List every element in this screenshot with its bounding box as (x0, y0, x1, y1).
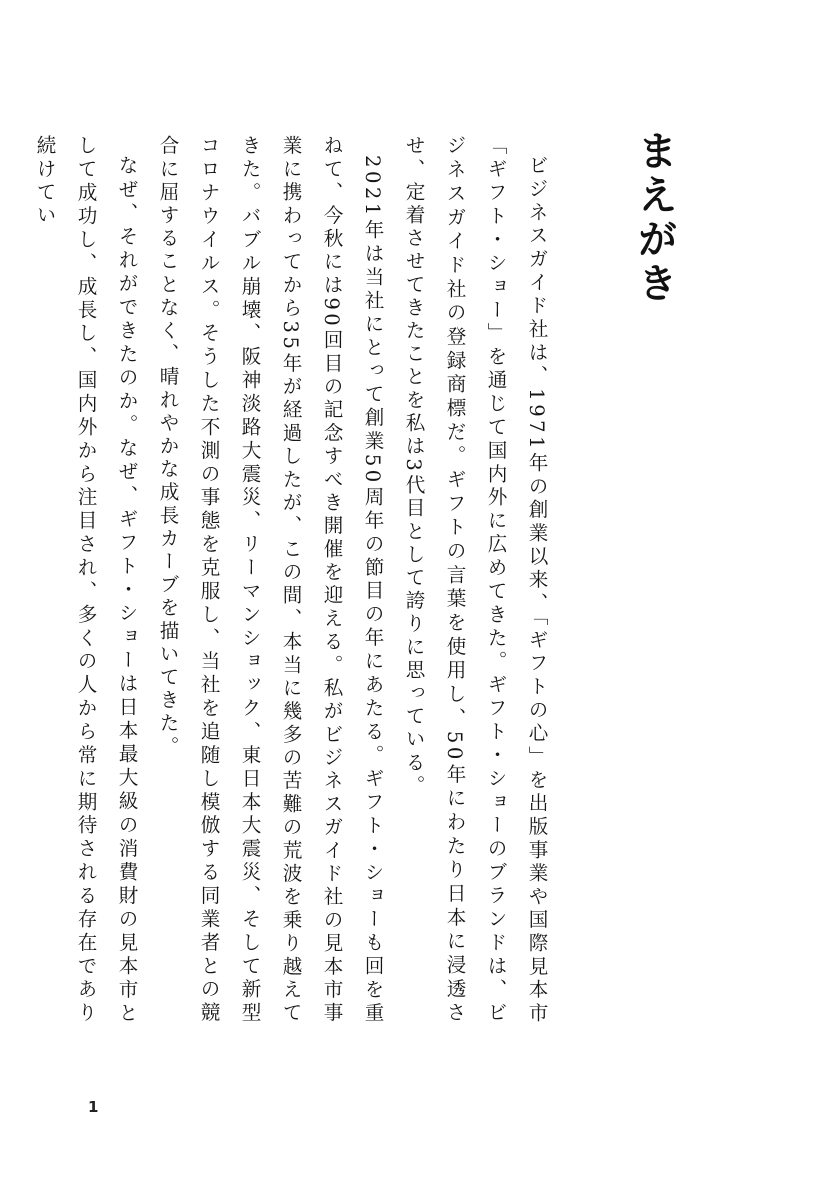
body-text (33, 135, 557, 1025)
paragraph-3: なぜ、それができたのか。なぜ、ギフト・ショーは日本最大級の消費財の見本市として成功し、成長し、国内外から注目され、多くの人から常に期待される存在であり続けてい (33, 135, 138, 1025)
paragraph-2: 2021年は当社にとって創業50周年の節目の年にあたる。ギフト・ショーも回を重ねて、今秋には90回目の記念すべき開催を迎える。私がビジネスガイド社の見本市事業に携わってから35年が経過したが、この間、本当に幾多の苦難の荒波を乗り越えてきた。バブル崩壊、阪神淡路大震災、リーマンショック、東日本大震災、そして新型コロナウイルス。そうした不測の事態を克服し、当社を追随し模倣する同業者との競合に屈することなく、晴れやかな成長カーブを描いてきた。 (156, 135, 384, 1025)
paragraph-1: ビジネスガイド社は、1971年の創業以来、「ギフトの心」を出版事業や国際見本市「ギフト・ショー」を通じて国内外に広めてきた。ギフト・ショーのブランドは、ビジネスガイド社の登録商標だ。ギフトの言葉を使用し、50年にわたり日本に浸透させ、定着させてきたことを私は3代目として誇りに思っている。 (402, 135, 548, 1025)
page-number: 1 (88, 1098, 99, 1116)
chapter-title: まえがき (631, 130, 678, 306)
